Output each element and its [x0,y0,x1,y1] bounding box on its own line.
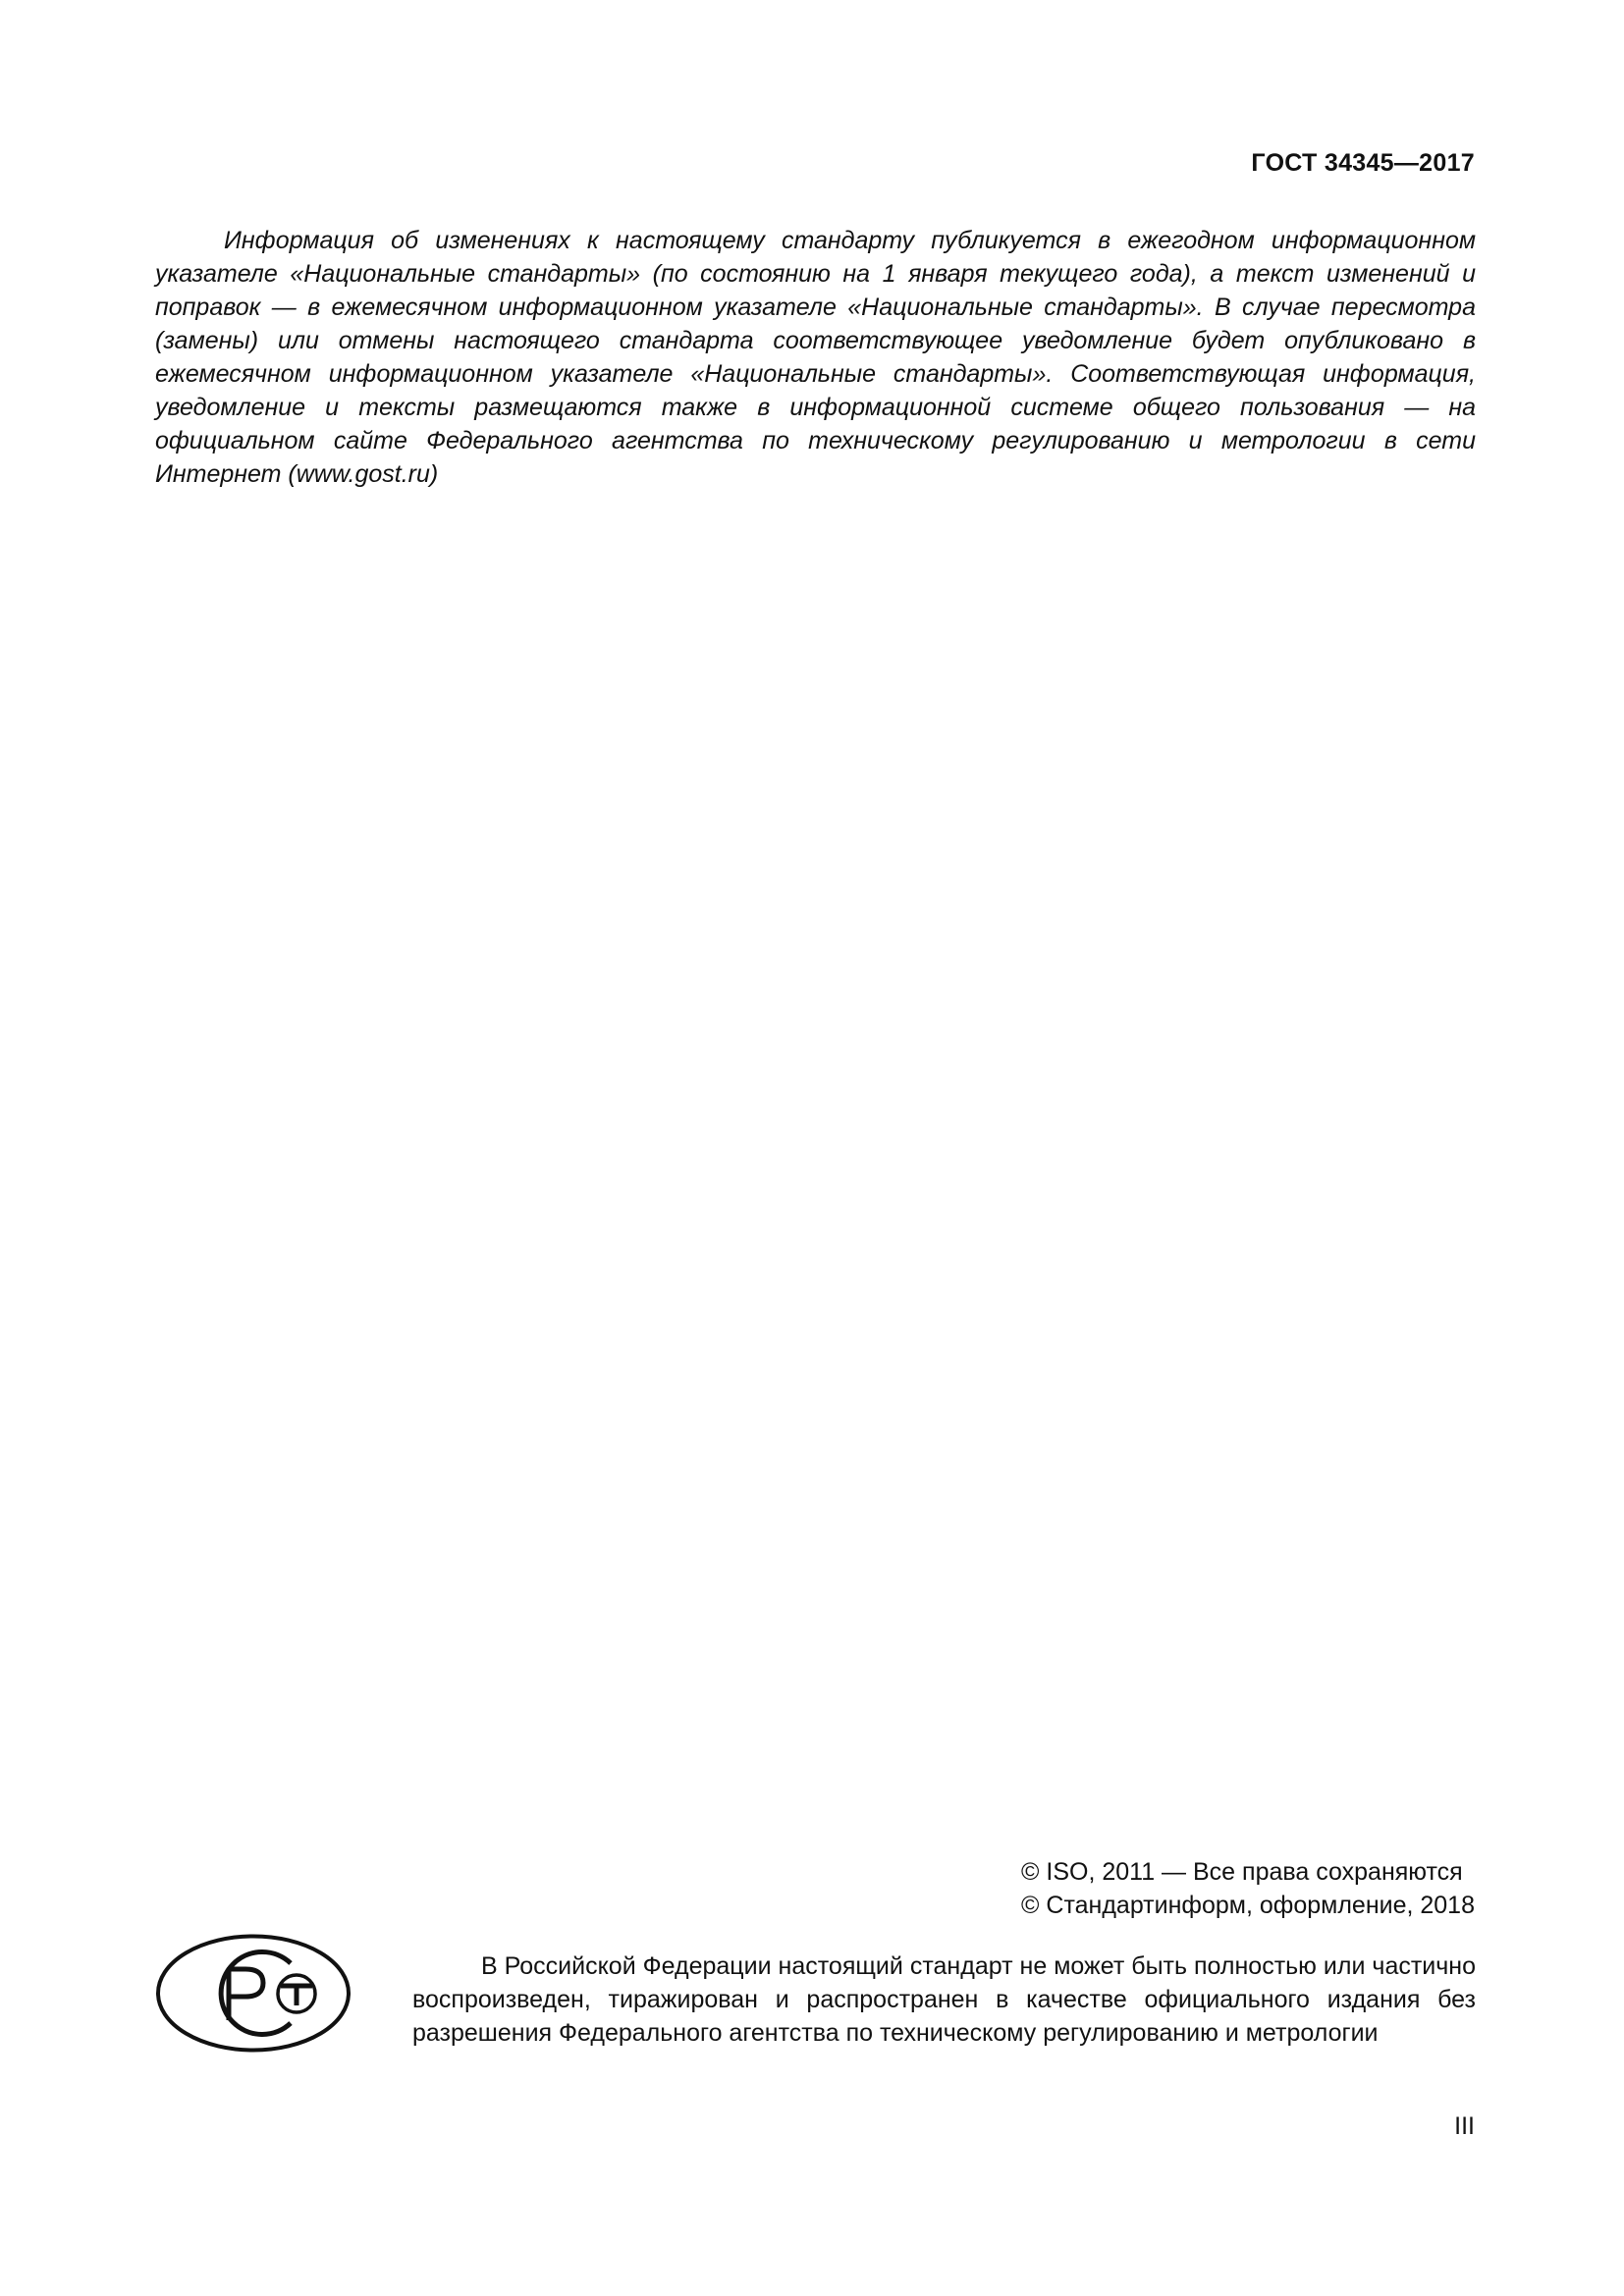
copyright-block [1021,1855,1475,1922]
page-number: III [1454,2112,1475,2140]
standard-code: ГОСТ 34345—2017 [1251,149,1475,177]
rights-notice-paragraph: В Российской Федерации настоящий стандарт не может быть полностью или частично воспроизведен, тиражирован и распространен в качестве официального издания без разрешения Федерального агентства по техническому регулированию и метрологии [412,1952,1476,2047]
amendments-info-paragraph: Информация об изменениях к настоящему стандарту публикуется в ежегодном информационном указателе «Национальные стандарты» (по состоянию на 1 января текущего года), а текст изменений и поправок — в ежемесячном информационном указателе «Национальные стандарты». В случае пересмотра (замены) или отмены настоящего стандарта соответствующее уведомление будет опубликовано в ежемесячном информационном указателе «Национальные стандарты». Соответствующая информация, уведомление и тексты размещаются также в информационной системе общего пользования — на официальном сайте Федерального агентства по техническому регулированию и метрологии в сети Интернет (www.gost.ru) [155,227,1476,488]
standartinform-copyright-line: © Стандартинформ, оформление, 2018 [1021,1892,1475,1919]
iso-copyright-line: © ISO, 2011 — Все права сохраняются [1021,1858,1463,1886]
rst-certification-mark-icon [155,1932,352,2055]
